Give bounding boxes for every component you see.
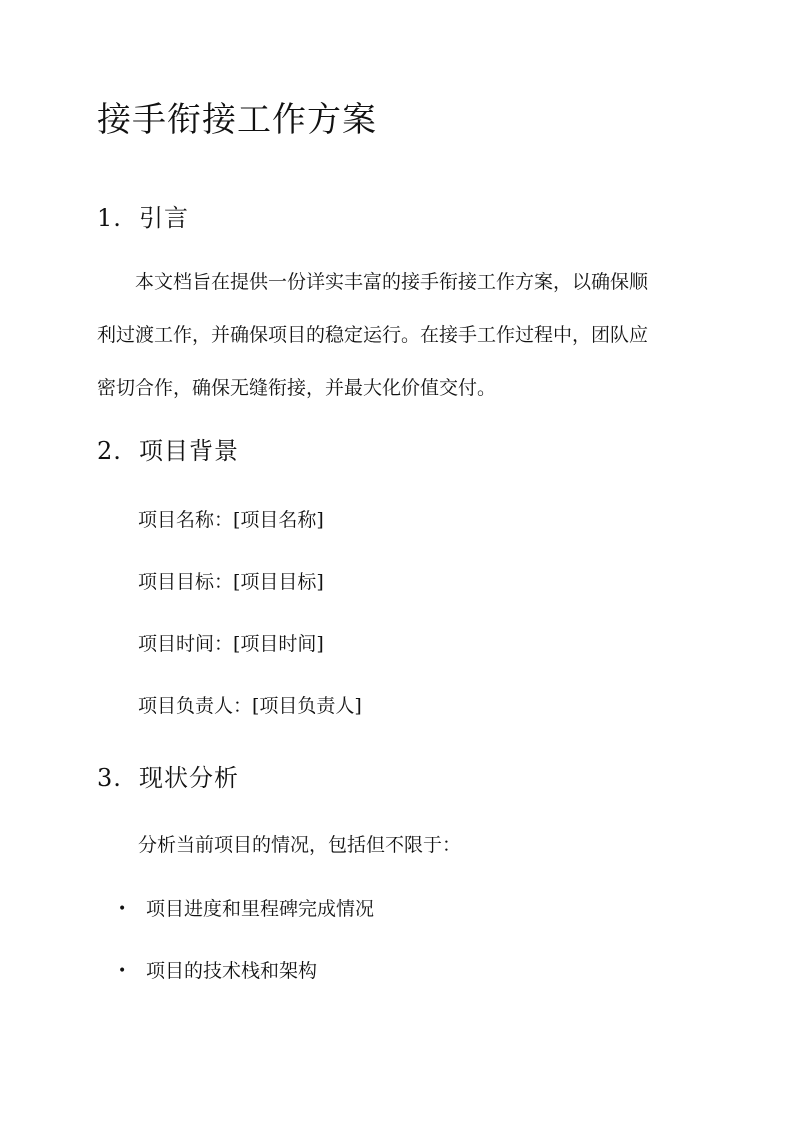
section-title: 现状分析 xyxy=(139,764,239,792)
paragraph-line: 利过渡工作，并确保项目的稳定运行。在接手工作过程中，团队应 xyxy=(97,324,649,346)
document-title: 接手衔接工作方案 xyxy=(97,100,377,140)
project-time-field: 项目时间：[项目时间] xyxy=(138,633,324,655)
section-heading-analysis xyxy=(97,758,239,793)
bullet-icon: • xyxy=(118,901,127,917)
section-number: 1. xyxy=(97,204,122,232)
section-heading-background xyxy=(97,431,239,466)
list-item-text: 项目的技术栈和架构 xyxy=(146,960,318,982)
section-number: 2. xyxy=(97,437,122,465)
project-goal-field: 项目目标：[项目目标] xyxy=(138,571,324,593)
paragraph-line: 密切合作，确保无缝衔接，并最大化价值交付。 xyxy=(97,377,497,399)
paragraph-line: 本文档旨在提供一份详实丰富的接手衔接工作方案，以确保顺 xyxy=(97,271,649,293)
list-item xyxy=(118,956,317,983)
list-item-text: 项目进度和里程碑完成情况 xyxy=(146,898,375,920)
list-item xyxy=(118,894,374,921)
section-number: 3. xyxy=(97,764,122,792)
intro-paragraph xyxy=(97,267,707,426)
project-owner-field: 项目负责人：[项目负责人] xyxy=(138,695,362,717)
analysis-intro: 分析当前项目的情况，包括但不限于： xyxy=(138,834,462,856)
bullet-icon: • xyxy=(118,963,127,979)
section-title: 引言 xyxy=(139,204,189,232)
section-heading-intro xyxy=(97,198,189,233)
project-name-field: 项目名称：[项目名称] xyxy=(138,509,324,531)
section-title: 项目背景 xyxy=(139,437,239,465)
